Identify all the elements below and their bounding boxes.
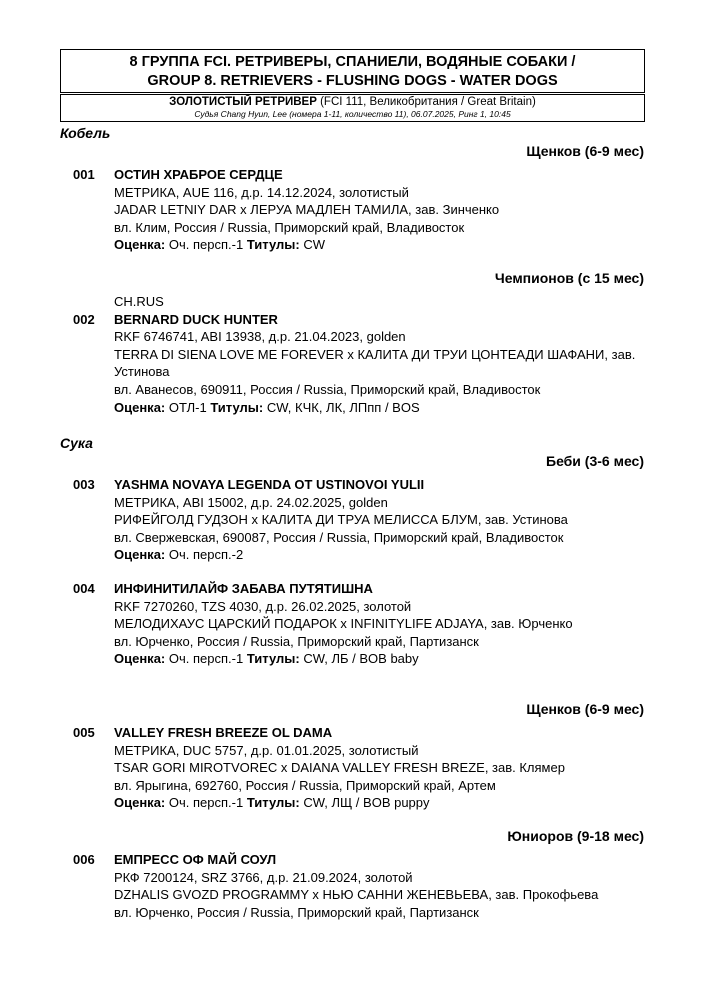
parents-breeder: РИФЕЙГОЛД ГУДЗОН x КАЛИТА ДИ ТРУА МЕЛИССА БЛУМ, зав. Устинова xyxy=(114,512,568,528)
rating-value: Оч. персп.-2 xyxy=(165,547,244,563)
result-line xyxy=(114,546,654,564)
entry-number: 006 xyxy=(73,852,95,867)
dog-name: YASHMA NOVAYA LEGENDA OT USTINOVOI YULII xyxy=(114,477,425,492)
owner: вл. Аванесов, 690911, Россия / Russia, Приморский край, Владивосток xyxy=(114,381,541,397)
class-heading: Чемпионов (с 15 мес) xyxy=(494,270,644,286)
dog-name: BERNARD DUCK HUNTER xyxy=(114,311,278,327)
entry-number: 005 xyxy=(73,725,95,740)
result-line xyxy=(114,650,654,668)
titles-label: Титулы: xyxy=(246,237,300,253)
breed-info: (FCI 111, Великобритания / Great Britain) xyxy=(316,96,536,108)
titles-value: CW, КЧК, ЛК, ЛПпп / BOS xyxy=(263,399,420,415)
owner: вл. Юрченко, Россия / Russia, Приморский край, Партизанск xyxy=(114,633,479,649)
registration: RKF 7270260, TZS 4030, д.р. 26.02.2025, золотой xyxy=(114,598,412,614)
judge-info: Судья Chang Hyun, Lee (номера 1-11, количество 11), 06.07.2025, Ринг 1, 10:45 xyxy=(194,109,511,119)
dog-name: ЕМПРЕСС ОФ МАЙ СОУЛ xyxy=(114,852,277,867)
titles-label: Титулы: xyxy=(246,651,300,667)
parents-breeder: JADAR LETNIY DAR x ЛЕРУА МАДЛЕН ТАМИЛА, зав. Зинченко xyxy=(114,202,500,218)
group-title-line1: 8 ГРУППА FCI. РЕТРИВЕРЫ, СПАНИЕЛИ, ВОДЯНЫЕ СОБАКИ / xyxy=(129,54,576,70)
result-line xyxy=(114,794,654,812)
rating-label: Оценка: xyxy=(114,399,166,415)
entry-number: 002 xyxy=(73,311,95,327)
registration: МЕТРИКА, AUE 116, д.р. 14.12.2024, золотистый xyxy=(114,184,409,200)
titles-value: CW, ЛЩ / BOB puppy xyxy=(299,795,430,811)
entry xyxy=(0,166,704,254)
breed-name: ЗОЛОТИСТЫЙ РЕТРИВЕР xyxy=(169,96,317,108)
titles-value: CW xyxy=(299,237,325,253)
titles-label: Титулы: xyxy=(246,795,300,811)
rating-label: Оценка: xyxy=(114,795,166,811)
entry-number: 003 xyxy=(73,477,95,492)
registration: МЕТРИКА, ABI 15002, д.р. 24.02.2025, golden xyxy=(114,494,388,510)
rating-value: ОТЛ-1 xyxy=(165,399,211,415)
dog-name: VALLEY FRESH BREEZE OL DAMA xyxy=(114,725,333,740)
registration: RKF 6746741, ABI 13938, д.р. 21.04.2023, golden xyxy=(114,329,406,345)
parents-breeder: TERRA DI SIENA LOVE ME FOREVER x КАЛИТА ДИ ТРУИ ЦОНТЕАДИ ШАФАНИ, зав. Устинова xyxy=(114,346,636,380)
sex-heading-female: Сука xyxy=(60,435,93,451)
owner: вл. Клим, Россия / Russia, Приморский край, Владивосток xyxy=(114,219,465,235)
rating-label: Оценка: xyxy=(114,547,166,563)
rating-label: Оценка: xyxy=(114,237,166,253)
result-line xyxy=(114,399,654,417)
class-heading: Щенков (6-9 мес) xyxy=(526,701,644,717)
entry-number: 004 xyxy=(73,581,95,596)
parents-breeder: TSAR GORI MIROTVOREC x DAIANA VALLEY FRESH BREZE, зав. Клямер xyxy=(114,760,565,776)
parents-breeder: МЕЛОДИХАУС ЦАРСКИЙ ПОДАРОК x INFINITYLIFE ADJAYA, зав. Юрченко xyxy=(114,616,573,632)
rating-value: Оч. персп.-1 xyxy=(165,795,247,811)
breed-line xyxy=(61,95,644,109)
group-title-box xyxy=(60,49,645,93)
entry xyxy=(0,293,704,416)
class-heading: Юниоров (9-18 мес) xyxy=(507,828,644,844)
rating-label: Оценка: xyxy=(114,651,166,667)
titles-label: Титулы: xyxy=(210,399,264,415)
class-heading: Щенков (6-9 мес) xyxy=(526,143,644,159)
class-heading: Беби (3-6 мес) xyxy=(546,453,644,469)
result-line xyxy=(114,236,654,254)
entry xyxy=(0,476,704,564)
registration: РКФ 7200124, SRZ 3766, д.р. 21.09.2024, золотой xyxy=(114,869,413,885)
entry-number: 001 xyxy=(73,167,95,182)
registration: МЕТРИКА, DUC 5757, д.р. 01.01.2025, золотистый xyxy=(114,742,419,758)
entry xyxy=(0,851,704,921)
owner: вл. Юрченко, Россия / Russia, Приморский край, Партизанск xyxy=(114,904,479,920)
dog-name: ОСТИН ХРАБРОЕ СЕРДЦЕ xyxy=(114,167,283,182)
entry xyxy=(0,724,704,812)
rating-value: Оч. персп.-1 xyxy=(165,237,247,253)
sex-heading-male: Кобель xyxy=(60,125,111,141)
titles-value: CW, ЛБ / BOB baby xyxy=(299,651,419,667)
owner: вл. Свержевская, 690087, Россия / Russia, Приморский край, Владивосток xyxy=(114,529,564,545)
dog-name: ИНФИНИТИЛАЙФ ЗАБАВА ПУТЯТИШНА xyxy=(114,581,373,596)
breed-box xyxy=(60,94,645,122)
group-title-line2: GROUP 8. RETRIEVERS - FLUSHING DOGS - WATER DOGS xyxy=(147,73,558,89)
rating-value: Оч. персп.-1 xyxy=(165,651,247,667)
parents-breeder: DZHALIS GVOZD PROGRAMMY x НЬЮ САННИ ЖЕНЕВЬЕВА, зав. Прокофьева xyxy=(114,887,599,903)
owner: вл. Ярыгина, 692760, Россия / Russia, Приморский край, Артем xyxy=(114,777,496,793)
pre-title: CH.RUS xyxy=(114,294,164,309)
entry xyxy=(0,580,704,668)
